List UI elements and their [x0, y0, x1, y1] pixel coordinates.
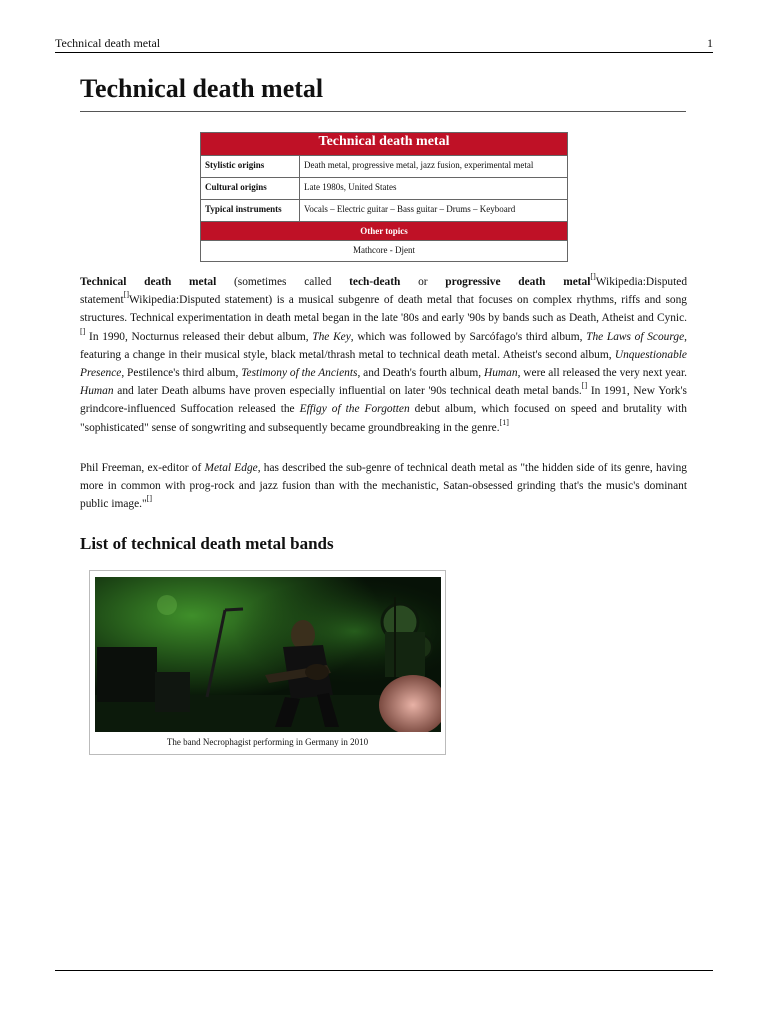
citation-ref[interactable]: [] — [80, 326, 86, 336]
text-run: , which was followed by Sarcófago's third album, — [350, 330, 587, 343]
citation-ref[interactable]: [] — [581, 381, 588, 391]
album-title: The Laws of Scourge — [586, 330, 685, 343]
album-title: Human — [484, 367, 518, 380]
citation-ref[interactable]: [] — [123, 290, 129, 300]
infobox-label-typical-instruments: Typical instruments — [201, 200, 300, 222]
band-photo — [95, 577, 441, 732]
running-title: Technical death metal — [55, 36, 161, 50]
text-run: In 1990, Nocturnus released their debut album, — [85, 330, 313, 343]
infobox-subheader: Other topics — [201, 222, 568, 241]
text-run: , Pestilence's third album, — [121, 367, 242, 380]
text-run: , has described the sub-genre of technical death metal as "the hidden side of its genre, having more in common with prog-rock and jazz fusion than with the mechanistic, Satan-obsessed grinding that's the music's dominant public image." — [80, 462, 687, 511]
citation-ref[interactable]: [] — [590, 272, 596, 281]
text-run: In 1991, New York's grindcore-influenced Suffocation released the — [80, 385, 687, 416]
album-title: The Key — [312, 330, 351, 343]
infobox-related-topics: Mathcore - Djent — [201, 241, 568, 262]
infobox-value-typical-instruments: Vocals – Electric guitar – Bass guitar – Drums – Keyboard — [300, 200, 568, 222]
term-tech-death: tech-death — [349, 276, 401, 288]
text-run: , featuring a change in their musical style, black metal/thrash metal to technical death metal. Atheist's second album, — [80, 330, 687, 361]
citation-ref[interactable]: [] — [146, 494, 152, 504]
section-heading: List of technical death metal bands — [80, 534, 334, 553]
album-title: Testimony of the Ancients — [241, 367, 358, 380]
infobox — [200, 132, 568, 262]
album-title: Unquestionable Presence — [80, 348, 687, 380]
figure — [89, 570, 446, 755]
infobox-title: Technical death metal — [201, 133, 568, 156]
term-progressive-death-metal: progressive death metal — [445, 276, 591, 288]
infobox-label-cultural-origins: Cultural origins — [201, 178, 300, 200]
text-run: or — [400, 276, 446, 288]
freeman-paragraph — [80, 459, 687, 514]
footer-rule — [55, 970, 713, 971]
album-title: Human — [80, 385, 114, 398]
text-run: , and Death's fourth album, — [357, 367, 485, 380]
term-technical-death-metal: Technical death metal — [80, 276, 217, 288]
infobox-row — [201, 200, 568, 222]
band-photo-image — [95, 577, 441, 732]
text-run: (sometimes called — [216, 276, 350, 288]
page-number: 1 — [707, 36, 713, 50]
infobox-label-stylistic-origins: Stylistic origins — [201, 156, 300, 178]
page-title: Technical death metal — [80, 72, 686, 112]
infobox-value-cultural-origins: Late 1980s, United States — [300, 178, 568, 200]
running-header — [55, 36, 713, 53]
citation-ref[interactable]: [1] — [499, 417, 509, 427]
text-run: Wikipedia:Disputed statement) is a musical subgenre of death metal that focuses on complex rhythms, riffs and song structures. Technical experimentation in death metal began in the late '80s and early '90s by bands such as Death, Atheist and Cynic. — [80, 294, 687, 325]
text-run: Wikipedia:Disputed statement — [80, 276, 688, 307]
text-run: , were all released the very next year. — [517, 367, 688, 380]
album-title: Effigy of the Forgotten — [299, 403, 410, 416]
figure-caption: The band Necrophagist performing in Germany in 2010 — [166, 737, 369, 747]
infobox-value-stylistic-origins: Death metal, progressive metal, jazz fusion, experimental metal — [300, 156, 568, 178]
text-run: debut album, which focused on speed and brutality with "sophisticated" sense of songwriting and subsequently became groundbreaking in the genre. — [80, 403, 688, 434]
magazine-title: Metal Edge — [204, 462, 258, 474]
text-run: and later Death albums have proven especially influential on later '90s technical death metal bands. — [113, 385, 582, 398]
infobox-row — [201, 178, 568, 200]
infobox-row — [201, 156, 568, 178]
text-run: Phil Freeman, ex-editor of — [80, 462, 205, 474]
intro-paragraph — [80, 273, 687, 437]
